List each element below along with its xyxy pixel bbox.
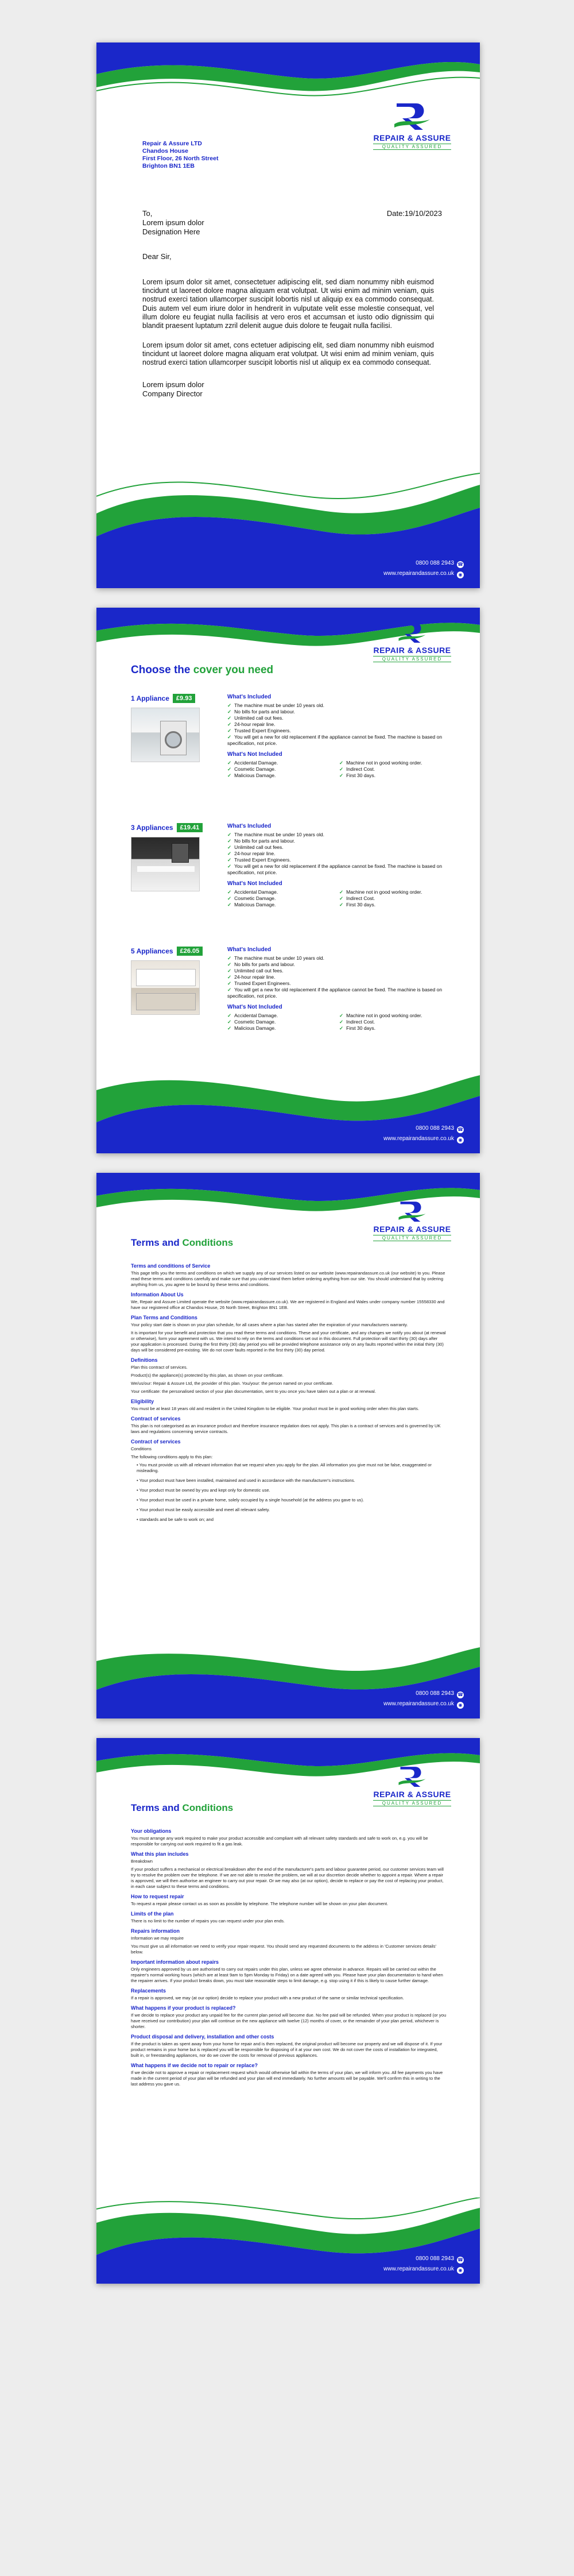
plan-name: 3 Appliances	[131, 824, 173, 832]
section-text: If a repair is approved, we may (at our option) decide to replace your product with a new product of the same or similar technical specification.	[131, 1995, 404, 2000]
section-text: Conditions	[131, 1446, 152, 1451]
globe-icon: ◉	[457, 1137, 464, 1144]
section-text: The following conditions apply to this plan:	[131, 1454, 213, 1459]
footer-website[interactable]: www.repairandassure.co.uk	[383, 1701, 454, 1707]
terms-page-2	[96, 1738, 480, 2284]
conditions-list	[137, 1462, 447, 1523]
included-item: ✓ No bills for parts and labour.	[227, 709, 445, 715]
condition-item: • Your product must have been installed, maintained and used in accordance with the manufacturer's instructions.	[137, 1478, 447, 1484]
included-item: ✓ 24-hour repair line.	[227, 721, 445, 728]
section-text: There is no limit to the number of repairs you can request under your plan ends.	[131, 1918, 285, 1924]
page-title	[131, 1237, 233, 1249]
logo-name: REPAIR & ASSURE	[373, 133, 451, 142]
logo-name: REPAIR & ASSURE	[373, 1225, 451, 1234]
phone-icon: ☎	[457, 2257, 463, 2262]
footer-website[interactable]: www.repairandassure.co.uk	[383, 2266, 454, 2272]
section-heading: How to request repair	[131, 1894, 184, 1899]
recipient-block	[142, 209, 204, 237]
logo-name: REPAIR & ASSURE	[373, 646, 451, 655]
section-text: If we decide to replace your product any unpaid fee for the current plan period will become due. No fee paid will be refunded. When your product is replaced (or you have received our contribution) your plan will continue on the new appliance with twelve (12) months of cover, or the remainder of your plan period, whichever is shorter.	[131, 2013, 447, 2029]
not-included-list	[227, 889, 445, 908]
section-text: Your certificate: the personalised section of your plan documentation, sent to you once you have taken out a plan or at renewal.	[131, 1389, 376, 1394]
phone-icon: ☎	[457, 1127, 463, 1132]
included-item: ✓ 24-hour repair line.	[227, 851, 445, 857]
plan-price: £26.05	[177, 947, 203, 956]
included-heading: What's Included	[227, 947, 272, 953]
footer-phone: 0800 088 2943	[416, 560, 454, 566]
section-heading: Limits of the plan	[131, 1911, 174, 1917]
section-text: If we decide not to approve a repair or replacement request which would otherwise fall within the terms of your plan, we will inform you. All fee payments you have made in the current period of your plan will be refunded and your plan will end immediately. No further amounts will be payable. We'll confirm this in writing to the last address you gave us.	[131, 2070, 443, 2087]
included-list	[227, 832, 445, 876]
plan-details	[227, 823, 445, 908]
logo-name: REPAIR & ASSURE	[373, 1790, 451, 1799]
company-logo	[366, 619, 458, 662]
title-part: Choose the	[131, 664, 193, 676]
section-heading: Eligibility	[131, 1399, 154, 1404]
appliance-photo	[131, 708, 200, 762]
body-paragraph: Lorem ipsum dolor sit amet, cons ectetuer adipiscing elit, sed diam nonummy nibh euismod tincidunt ut laoreet dolore magna aliquam erat volutpat. Ut wisi enim ad minim veniam, quis nostrud exerci tation ullamcorper suscipit lobortis nisl ut aliquip ex ea commodo consequat.	[142, 341, 434, 367]
title-part: Terms and	[131, 1802, 183, 1813]
terms-body	[131, 1259, 447, 1527]
included-item: ✓ Trusted Expert Engineers.	[227, 980, 445, 987]
plan-card[interactable]	[131, 694, 452, 778]
signer-name: Lorem ipsum dolor	[142, 380, 204, 389]
included-list	[227, 955, 445, 999]
section-text: Plan this contract of services.	[131, 1365, 188, 1370]
company-logo	[366, 1198, 458, 1241]
section-text: You must give us all information we need to verify your repair request. You should send any requested documents to the address in 'Customer services details' below.	[131, 1944, 436, 1955]
section-text: Your policy start date is shown on your plan schedule, for all cases where a plan has started after the expiration of your manufacturers warranty.	[131, 1322, 408, 1327]
recipient-to: To,	[142, 209, 153, 218]
section-text: Information we may require	[131, 1936, 184, 1941]
footer-phone: 0800 088 2943	[416, 2256, 454, 2262]
included-item: ✓ No bills for parts and labour.	[227, 838, 445, 844]
plan-name: 1 Appliance	[131, 694, 169, 702]
included-heading: What's Included	[227, 823, 272, 829]
condition-item: • standards and be safe to work on; and	[137, 1517, 447, 1523]
section-text: This plan is not categorised as an insurance product and therefore insurance regulation does not apply. This plan is a contract of services and is governed by UK laws and regulations concerning service contracts.	[131, 1423, 441, 1434]
section-text: We, Repair and Assure Limited operate the website (www.repairandassure.co.uk). We are registered in England and Wales under company number 15558330 and have our registered office at Chandos House, 26 North Street, Brighton BN1 1EB.	[131, 1299, 445, 1310]
included-item: ✓ Unlimited call out fees.	[227, 715, 445, 721]
footer-contact	[383, 1689, 464, 1709]
appliance-photo	[131, 960, 200, 1015]
included-item: ✓ You will get a new for old replacement if the appliance cannot be fixed. The machine is based on specification, not price.	[227, 734, 445, 747]
not-included-item: ✓ Indirect Cost.	[339, 895, 445, 902]
not-included-item: ✓ Malicious Damage.	[227, 902, 333, 908]
plan-name: 5 Appliances	[131, 947, 173, 955]
footer-contact	[383, 1123, 464, 1144]
section-text: This page tells you the terms and conditions on which we supply any of our services listed on our website (www.repairandassure.co.uk (our website) to you. Please read these terms and conditions carefully and make sure that you understand them before ordering anything from our site. You should understand that by ordering anything from us, you agree to be bound by these terms and conditions.	[131, 1270, 445, 1287]
not-included-item: ✓ Machine not in good working order.	[339, 889, 445, 895]
page-title	[131, 664, 273, 677]
logo-tagline: QUALITY ASSURED	[373, 1235, 451, 1241]
not-included-list	[227, 1013, 445, 1032]
recipient-designation: Designation Here	[142, 227, 200, 236]
signature-block	[142, 380, 204, 399]
footer-contact	[383, 558, 464, 579]
section-text: We/us/our: Repair & Assure Ltd, the provider of this plan. You/your: the person named on your certificate.	[131, 1381, 333, 1386]
not-included-item: ✓ First 30 days.	[339, 902, 445, 908]
globe-icon: ◉	[457, 2267, 464, 2274]
company-logo	[366, 1763, 458, 1806]
not-included-item: ✓ Accidental Damage.	[227, 889, 333, 895]
included-heading: What's Included	[227, 694, 272, 700]
not-included-item: ✓ Malicious Damage.	[227, 1025, 333, 1032]
phone-icon: ☎	[457, 1692, 463, 1697]
footer-website[interactable]: www.repairandassure.co.uk	[383, 1136, 454, 1142]
logo-r-icon	[392, 99, 432, 132]
plan-details	[227, 694, 445, 779]
logo-r-icon	[397, 619, 428, 644]
not-included-list	[227, 760, 445, 779]
plan-card[interactable]	[131, 823, 452, 907]
salutation: Dear Sir,	[142, 252, 172, 261]
cover-plans-page	[96, 608, 480, 1153]
section-heading: What this plan includes	[131, 1851, 189, 1857]
address-line: Brighton BN1 1EB	[142, 163, 195, 169]
included-item: ✓ The machine must be under 10 years old.	[227, 702, 445, 709]
title-highlight: Conditions	[182, 1802, 234, 1813]
company-name: Repair & Assure LTD	[142, 140, 202, 147]
section-text: Only engineers approved by us are authorised to carry out repairs under this plan, unless we agree otherwise in advance. Repairs will be carried out within the repairer's normal working hours (which are at least 9am to 5pm Monday to Friday) on a date agreed with you. Please have your plan documentation to hand when the repairer arrives. If your product breaks down, you must take reasonable steps to limit damage, e.g. stop using it if this is likely to cause further damage.	[131, 1967, 443, 1983]
plan-card[interactable]	[131, 947, 452, 1031]
included-item: ✓ You will get a new for old replacement if the appliance cannot be fixed. The machine is based on specification, not price.	[227, 863, 445, 876]
title-highlight: Conditions	[182, 1237, 234, 1248]
address-line: Chandos House	[142, 148, 188, 155]
body-paragraph: Lorem ipsum dolor sit amet, consectetuer adipiscing elit, sed diam nonummy nibh euismod tincidunt ut laoreet dolore magna aliquam erat volutpat. Ut wisi enim ad minim veniam, quis nostrud exerci tation ullamcorper suscipit lobortis nisl ut aliquip ex ea commodo consequat. Duis autem vel eum iriure dolor in hendrerit in vulputate velit esse molestie consequat, vel illum dolore eu feugiat nulla facilisis at vero eros et accumsan et iusto odio dignissim qui blandit praesent luptatum zzril delenit augue duis dolore te feugait nulla facilisi.	[142, 278, 434, 330]
recipient-name: Lorem ipsum dolor	[142, 218, 204, 227]
section-heading: What happens if your product is replaced?	[131, 2005, 236, 2011]
section-heading: Contract of services	[131, 1416, 181, 1422]
footer-contact	[383, 2254, 464, 2274]
section-heading: Replacements	[131, 1988, 166, 1994]
condition-item: • Your product must be used in a private home, solely occupied by a single household (at the address you gave to us).	[137, 1497, 447, 1503]
condition-item: • You must provide us with all relevant information that we request when you apply for the plan. All information you give must not be false, exaggerated or misleading.	[137, 1462, 447, 1474]
not-included-item: ✓ Malicious Damage.	[227, 773, 333, 779]
not-included-item: ✓ First 30 days.	[339, 773, 445, 779]
section-text: Product(s) the appliance(s) protected by this plan, as shown on your certificate.	[131, 1373, 284, 1378]
plan-price: £19.41	[177, 823, 203, 832]
logo-r-icon	[397, 1198, 428, 1223]
signer-title: Company Director	[142, 389, 203, 398]
not-included-item: ✓ Cosmetic Damage.	[227, 1019, 333, 1025]
included-item: ✓ Unlimited call out fees.	[227, 844, 445, 851]
phone-icon: ☎	[457, 562, 463, 567]
section-text: You must be at least 18 years old and resident in the United Kingdom to be eligible. Your product must be in good working order when this plan starts.	[131, 1406, 420, 1411]
section-heading: Information About Us	[131, 1292, 184, 1297]
letterhead-page	[96, 43, 480, 588]
footer-website[interactable]: www.repairandassure.co.uk	[383, 570, 454, 577]
included-list	[227, 702, 445, 747]
plan-details	[227, 947, 445, 1032]
not-included-item: ✓ Cosmetic Damage.	[227, 895, 333, 902]
included-item: ✓ No bills for parts and labour.	[227, 961, 445, 968]
footer-phone: 0800 088 2943	[416, 1690, 454, 1697]
section-text: Breakdown	[131, 1859, 153, 1864]
not-included-item: ✓ Machine not in good working order.	[339, 1013, 445, 1019]
address-line: First Floor, 26 North Street	[142, 155, 219, 162]
section-text: If the product is taken as spent away from your home for repair and is then replaced, the original product will become our property and we will dispose of it. If your product remains in your home but is replaced you will be responsible for disposing of it at your own cost. We do not cover the costs of installation for integrated, built in, or freestanding appliances, nor do we cover the costs for removal of previous appliances.	[131, 2041, 443, 2058]
logo-tagline: QUALITY ASSURED	[373, 1800, 451, 1806]
not-included-heading: What's Not Included	[227, 751, 282, 758]
section-text: If your product suffers a mechanical or electrical breakdown after the end of the manufacturer's parts and labour guarantee period, our customer services team will try to resolve the problem over the telephone. If we are not able to resolve the problem, we will at our discretion decide whether to appoint a repair. Where a repair is approved, we will then authorise an engineer to carry out your repair. Or we may also (at our option), decide to replace or pay the cost of replacing your product, in each case subject to these terms and conditions.	[131, 1867, 444, 1889]
not-included-item: ✓ Indirect Cost.	[339, 1019, 445, 1025]
logo-tagline: QUALITY ASSURED	[373, 656, 451, 662]
section-heading: Product disposal and delivery, installation and other costs	[131, 2034, 274, 2040]
included-item: ✓ The machine must be under 10 years old.	[227, 955, 445, 961]
globe-icon: ◉	[457, 571, 464, 578]
included-item: ✓ You will get a new for old replacement if the appliance cannot be fixed. The machine is based on specification, not price.	[227, 987, 445, 999]
not-included-item: ✓ First 30 days.	[339, 1025, 445, 1032]
letter-date: Date:19/10/2023	[386, 209, 442, 218]
not-included-item: ✓ Indirect Cost.	[339, 766, 445, 773]
plan-price: £9.93	[173, 694, 196, 703]
not-included-item: ✓ Cosmetic Damage.	[227, 766, 333, 773]
appliance-photo	[131, 837, 200, 891]
included-item: ✓ Trusted Expert Engineers.	[227, 857, 445, 863]
section-text: You must arrange any work required to make your product accessible and compliant with all relevant safety standards and safe to work on, e.g. you will be responsible for carrying out work required to fit a gas leak.	[131, 1836, 428, 1847]
section-heading: Terms and conditions of Service	[131, 1263, 211, 1269]
section-heading: Contract of services	[131, 1439, 181, 1445]
not-included-item: ✓ Machine not in good working order.	[339, 760, 445, 766]
included-item: ✓ Unlimited call out fees.	[227, 968, 445, 974]
not-included-item: ✓ Accidental Damage.	[227, 1013, 333, 1019]
globe-icon: ◉	[457, 1702, 464, 1709]
terms-page-1	[96, 1173, 480, 1718]
page-title	[131, 1802, 233, 1814]
section-heading: Plan Terms and Conditions	[131, 1315, 197, 1320]
included-item: ✓ The machine must be under 10 years old.	[227, 832, 445, 838]
company-address	[142, 140, 218, 170]
section-heading: Important information about repairs	[131, 1959, 219, 1965]
footer-phone: 0800 088 2943	[416, 1125, 454, 1131]
included-item: ✓ Trusted Expert Engineers.	[227, 728, 445, 734]
logo-r-icon	[397, 1763, 428, 1789]
section-text: It is important for your benefit and protection that you read these terms and conditions. These and your certificate, and any changes we notify you about (at renewal or otherwise), form your agreement with us. We intend to rely on the terms and conditions set out in this document. Full protection will start thirty (30) days after your application is processed. During the first thirty (30) day period you will be provided telephone assistance only on any faults reported within the initial thirty (30) days will be considered pre-existing. We do not cover faults reported in the first thirty (30) day period.	[131, 1330, 446, 1353]
logo-tagline: QUALITY ASSURED	[373, 144, 451, 150]
title-highlight: cover you need	[193, 664, 274, 676]
not-included-heading: What's Not Included	[227, 880, 282, 887]
section-heading: Repairs information	[131, 1928, 180, 1934]
included-item: ✓ 24-hour repair line.	[227, 974, 445, 980]
terms-body	[131, 1824, 447, 2090]
company-logo	[366, 99, 458, 150]
condition-item: • Your product must be easily accessible and meet all relevant safety.	[137, 1507, 447, 1513]
section-heading: Definitions	[131, 1357, 158, 1363]
title-part: Terms and	[131, 1237, 183, 1248]
condition-item: • Your product must be owned by you and kept only for domestic use.	[137, 1488, 447, 1493]
section-text: To request a repair please contact us as soon as possible by telephone. The telephone number will be shown on your plan document.	[131, 1901, 389, 1906]
section-heading: Your obligations	[131, 1828, 172, 1834]
section-heading: What happens if we decide not to repair or replace?	[131, 2063, 258, 2068]
not-included-item: ✓ Accidental Damage.	[227, 760, 333, 766]
not-included-heading: What's Not Included	[227, 1004, 282, 1010]
